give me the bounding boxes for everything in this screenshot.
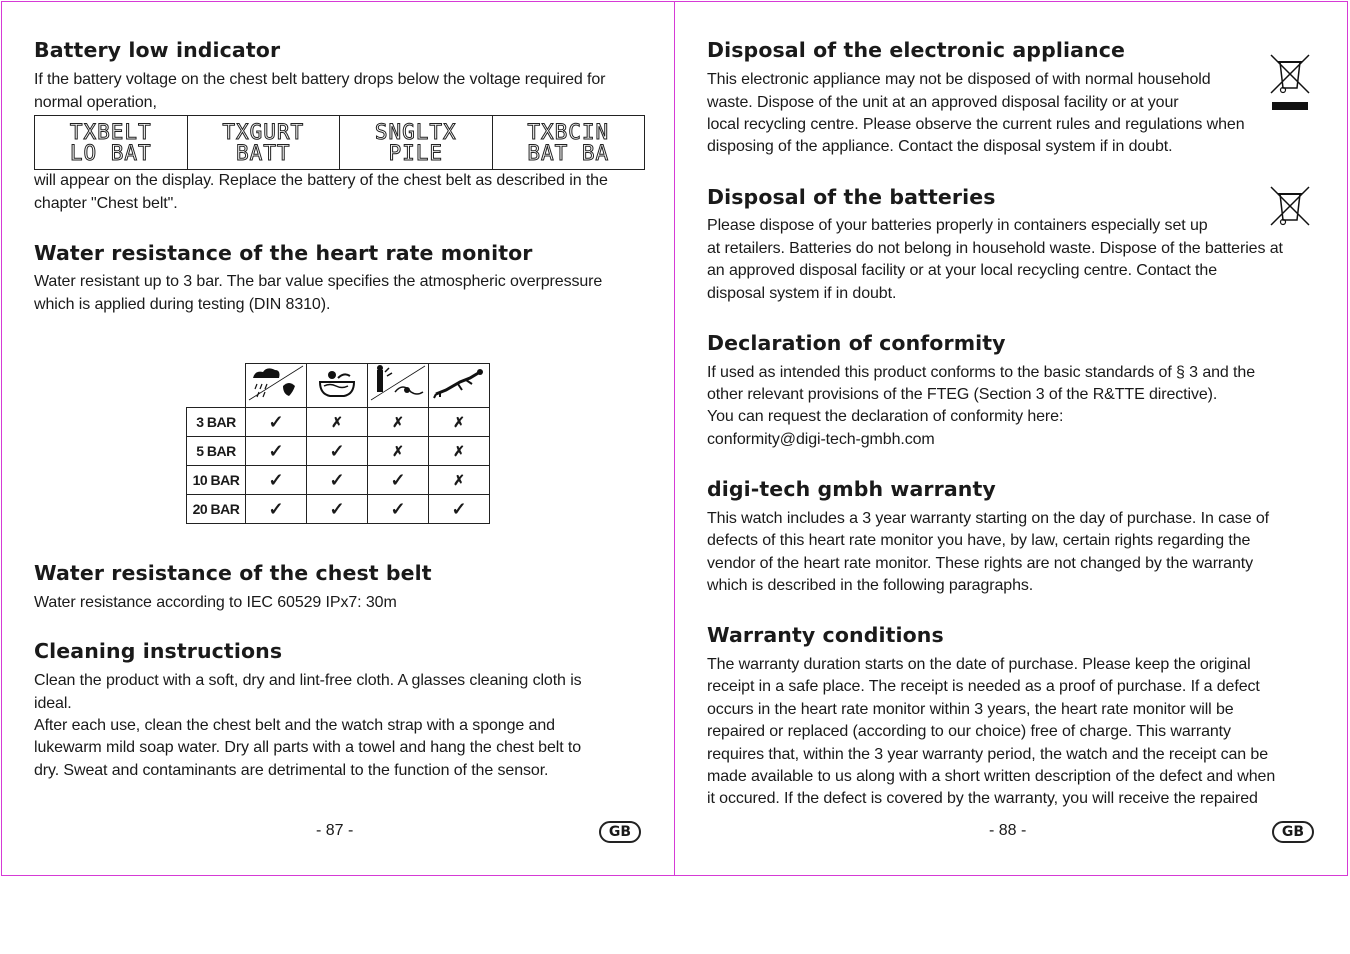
conformity-line1: If used as intended this product conforms to the basic standards of § 3 and the [707, 364, 1255, 381]
cleaning-line4: lukewarm mild soap water. Dry all parts with a towel and hang the chest belt to [34, 739, 582, 756]
water-hrm-line1: Water resistant up to 3 bar. The bar value specifies the atmospheric overpressure [34, 273, 603, 290]
lcd-line: SNGLTX [374, 119, 457, 144]
warranty-line4: which is described in the following paragraphs. [707, 577, 1034, 594]
warranty-line1: This watch includes a 3 year warranty starting on the day of purchase. In case of [707, 510, 1269, 527]
cleaning-heading: Cleaning instructions [34, 639, 283, 663]
diving-icon [429, 364, 490, 408]
lcd-line: TXBELT [69, 119, 152, 144]
lcd-line: BAT BA [527, 140, 610, 165]
table-row [187, 408, 490, 437]
table-header-row [187, 364, 490, 408]
conformity-heading: Declaration of conformity [707, 331, 1006, 355]
check-icon: ✓ [307, 495, 368, 524]
disposal-appliance-line4: disposing of the appliance. Contact the disposal system if in doubt. [707, 138, 1173, 155]
water-hrm-line2: which is applied during testing (DIN 8310). [34, 296, 331, 313]
table-row [187, 437, 490, 466]
cross-icon: ✗ [368, 437, 429, 466]
lcd-display-table [34, 115, 645, 170]
check-icon: ✓ [368, 495, 429, 524]
check-icon: ✓ [307, 437, 368, 466]
lcd-line: PILE [388, 140, 444, 165]
bathing-icon [307, 364, 368, 408]
water-resistance-table [186, 363, 490, 524]
page-87 [1, 1, 675, 876]
lcd-cell-fr [339, 116, 492, 169]
battery-intro-line2: normal operation, [34, 94, 157, 111]
table-corner [187, 364, 246, 408]
battery-low-heading: Battery low indicator [34, 38, 281, 62]
disposal-batteries-line1: Please dispose of your batteries properly in containers especially set up [707, 217, 1208, 234]
page-number: - 88 - [989, 822, 1027, 839]
conditions-line2: receipt in a safe place. The receipt is needed as a proof of purchase. If a defect [707, 678, 1260, 695]
crossed-bin-icon [1268, 52, 1312, 116]
warranty-line3: vendor of the heart rate monitor. These rights are not changed by the warranty [707, 555, 1254, 572]
conditions-line4: repaired or replaced (according to our choice) free of charge. This warranty [707, 723, 1231, 740]
cross-icon: ✗ [429, 437, 490, 466]
crossed-bin-icon [1268, 184, 1312, 230]
lcd-line: BATT [235, 140, 291, 165]
cleaning-line5: dry. Sweat and contaminants are detrimental to the function of the sensor. [34, 762, 549, 779]
conformity-line2: other relevant provisions of the FTEG (Section 3 of the R&TTE directive). [707, 386, 1218, 403]
disposal-appliance-line2: waste. Dispose of the unit at an approved disposal facility or at your [707, 94, 1179, 111]
cleaning-line3: After each use, clean the chest belt and the watch strap with a sponge and [34, 717, 555, 734]
cross-icon: ✗ [307, 408, 368, 437]
warranty-conditions-heading: Warranty conditions [707, 623, 944, 647]
conformity-line3: You can request the declaration of conformity here: [707, 408, 1064, 425]
lcd-line: LO BAT [69, 140, 152, 165]
disposal-appliance-line3: local recycling centre. Please observe the current rules and regulations when [707, 116, 1245, 133]
lcd-line: TXBCIN [527, 119, 610, 144]
disposal-appliance-line1: This electronic appliance may not be disposed of with normal household [707, 71, 1211, 88]
cross-icon: ✗ [368, 408, 429, 437]
lcd-cell-en [35, 116, 187, 169]
page-number: - 87 - [316, 822, 354, 839]
check-icon: ✓ [246, 437, 307, 466]
disposal-appliance-heading: Disposal of the electronic appliance [707, 38, 1125, 62]
cleaning-line2: ideal. [34, 695, 72, 712]
page-88 [675, 1, 1348, 876]
conditions-line5: requires that, within the 3 year warranty period, the watch and the receipt can be [707, 746, 1269, 763]
disposal-batteries-heading: Disposal of the batteries [707, 185, 996, 209]
water-belt-heading: Water resistance of the chest belt [34, 561, 432, 585]
water-belt-line1: Water resistance according to IEC 60529 IPx7: 30m [34, 594, 397, 611]
disposal-batteries-line4: disposal system if in doubt. [707, 285, 897, 302]
pressure-label: 20 BAR [187, 495, 246, 524]
check-icon: ✓ [429, 495, 490, 524]
conformity-email: conformity@digi-tech-gmbh.com [707, 431, 935, 448]
lcd-cell-de [187, 116, 340, 169]
pressure-label: 10 BAR [187, 466, 246, 495]
check-icon: ✓ [246, 495, 307, 524]
conditions-line6: made available to us along with a short written description of the defect and when [707, 768, 1276, 785]
water-hrm-heading: Water resistance of the heart rate monitor [34, 241, 533, 265]
table-row [187, 466, 490, 495]
language-badge: GB [1272, 821, 1314, 843]
cleaning-line1: Clean the product with a soft, dry and lint-free cloth. A glasses cleaning cloth is [34, 672, 582, 689]
lcd-cell-it [492, 116, 645, 169]
battery-after-line2: chapter "Chest belt". [34, 195, 178, 212]
lcd-line: TXGURT [222, 119, 305, 144]
disposal-batteries-line2: at retailers. Batteries do not belong in household waste. Dispose of the batteries at [707, 240, 1283, 257]
warranty-line2: defects of this heart rate monitor you have, by law, certain rights regarding the [707, 532, 1251, 549]
check-icon: ✓ [307, 466, 368, 495]
check-icon: ✓ [246, 408, 307, 437]
battery-intro-line1: If the battery voltage on the chest belt battery drops below the voltage required for [34, 71, 606, 88]
pressure-label: 3 BAR [187, 408, 246, 437]
warranty-heading: digi-tech gmbh warranty [707, 477, 996, 501]
cross-icon: ✗ [429, 408, 490, 437]
conditions-line1: The warranty duration starts on the date of purchase. Please keep the original [707, 656, 1251, 673]
check-icon: ✓ [368, 466, 429, 495]
battery-after-line1: will appear on the display. Replace the battery of the chest belt as described in the [34, 172, 608, 189]
conditions-line3: occurs in the heart rate monitor within 3 years, the heart rate monitor will be [707, 701, 1234, 718]
check-icon: ✓ [246, 466, 307, 495]
rain-splash-icon [246, 364, 307, 408]
language-badge: GB [599, 821, 641, 843]
conditions-line7: it occured. If the defect is covered by the warranty, you will receive the repaired [707, 790, 1258, 807]
disposal-batteries-line3: an approved disposal facility or at your local recycling centre. Contact the [707, 262, 1218, 279]
cross-icon: ✗ [429, 466, 490, 495]
pressure-label: 5 BAR [187, 437, 246, 466]
shower-swim-icon [368, 364, 429, 408]
table-row [187, 495, 490, 524]
